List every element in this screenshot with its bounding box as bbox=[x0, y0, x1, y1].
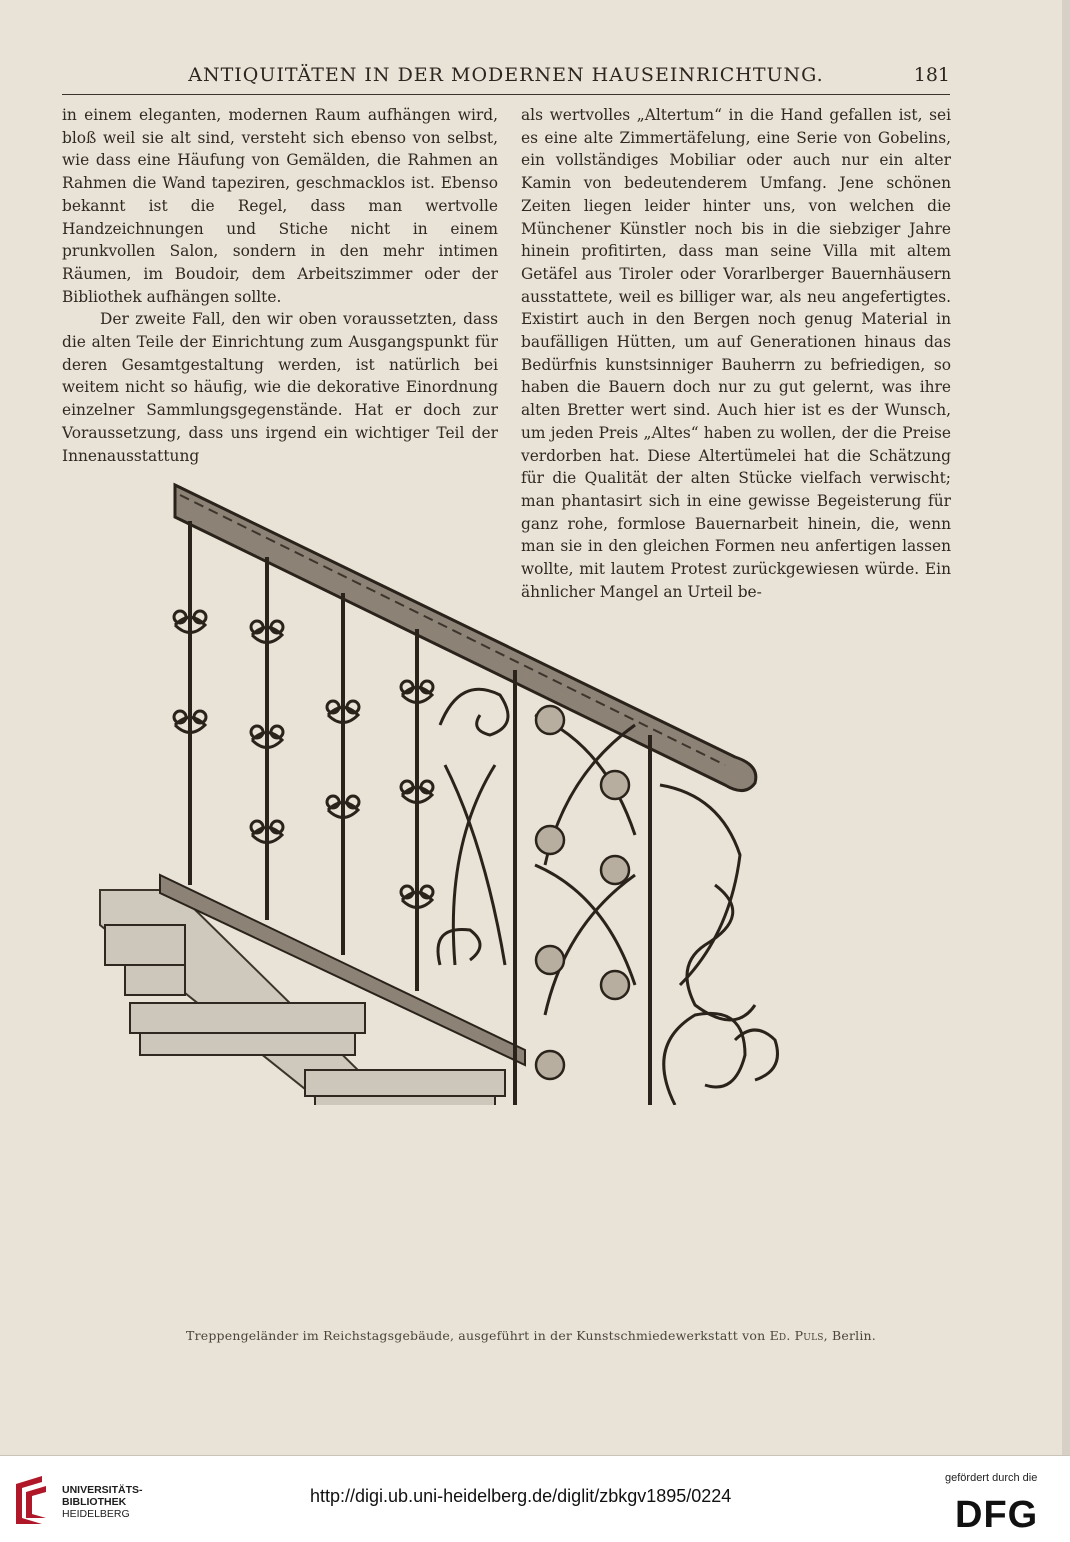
paragraph: als wertvolles „Altertum“ in die Hand gefallen ist, sei es eine alte Zimmertäfelung, eine Serie von Gobelins, ein vollständiges Mobiliar oder auch nur ein alter Kamin von bedeutenderem Umfang. Jene schönen Zeiten liegen leider hinter uns, von welchen die Münchener Künstler noch bis in die siebziger Jahre hinein profitirten, dass man seine Villa mit altem Getäfel aus Tiroler oder Vorarlberger Bauernhäusern ausstattete, weil es billiger war, als neu angefertigtes. Existirt auch in den Bergen noch genug Material in baufälligen Hütten, um auf Generationen hinaus das Bedürfnis kunstsinniger Bauherrn zu befriedigen, so haben die Bauern doch nur zu gut gelernt, was ihre alten Bretter wert sind. Auch hier ist es der Wunsch, um jeden Preis „Altes“ haben zu wollen, der die Preise verdorben hat. Diese Altertümelei hat die Schätzung für die Qualität der alten Stücke vielfach verwischt; man phantasirt sich in eine gewisse Begeisterung für ganz rohe, formlose Bauernarbeit hinein, die, wenn man sie in den gleichen Formen neu anfertigen lassen wollte, mit lautem Protest zurückgewiesen würde. Ein ähnlicher Mangel an Urteil be- bbox=[521, 106, 951, 601]
page-edge bbox=[1062, 0, 1070, 1455]
paragraph: in einem eleganten, modernen Raum aufhängen wird, bloß weil sie alt sind, versteht sich ebenso von selbst, wie dass eine Häufung von Gemälden, die Rahmen an Rahmen die Wand tapeziren, geschmacklos ist. Ebenso bekannt ist die Regel, dass man wertvolle Handzeichnungen und Stiche nicht in einem prunkvollen Salon, sondern in den mehr intimen Räumen, im Boudoir, dem Arbeitszimmer oder der Bibliothek aufhängen sollte. bbox=[62, 106, 498, 306]
staircase-railing-illustration bbox=[95, 465, 825, 1105]
library-line: UNIVERSITÄTS- bbox=[62, 1484, 143, 1496]
running-header bbox=[62, 64, 950, 95]
caption-text: Treppengeländer im Reichstagsgebäude, ausgeführt in der Kunstschmiedewerkstatt von bbox=[186, 1328, 766, 1343]
footer-divider bbox=[0, 1455, 1070, 1456]
library-line: HEIDELBERG bbox=[62, 1508, 130, 1520]
funding-note: gefördert durch die bbox=[945, 1472, 1038, 1484]
university-library-name[interactable] bbox=[62, 1484, 143, 1520]
dfg-logo[interactable]: DFG bbox=[955, 1494, 1039, 1536]
caption-maker: Ed. Puls bbox=[769, 1328, 824, 1343]
university-library-logo-icon[interactable] bbox=[12, 1474, 52, 1526]
paragraph: Der zweite Fall, den wir oben voraussetzten, dass die alten Teile der Einrichtung zum Ausgangspunkt für deren Gesamtgestaltung werden, ist natürlich bei weitem nicht so häufig, wie die dekorative Einordnung einzelner Sammlungsgegenstände. Hat er doch zur Voraussetzung, dass uns irgend ein wichtiger Teil der Innenausstattung bbox=[62, 310, 498, 465]
source-url-link[interactable]: http://digi.ub.uni-heidelberg.de/diglit/zbkgv1895/0224 bbox=[310, 1486, 732, 1506]
running-title: ANTIQUITÄTEN IN DER MODERNEN HAUSEINRICHTUNG. bbox=[188, 64, 824, 86]
library-line: BIBLIOTHEK bbox=[62, 1496, 127, 1508]
page-number: 181 bbox=[913, 64, 950, 86]
figure-caption bbox=[0, 1328, 1062, 1343]
text-column-left bbox=[62, 104, 498, 467]
caption-place: , Berlin. bbox=[823, 1328, 876, 1343]
